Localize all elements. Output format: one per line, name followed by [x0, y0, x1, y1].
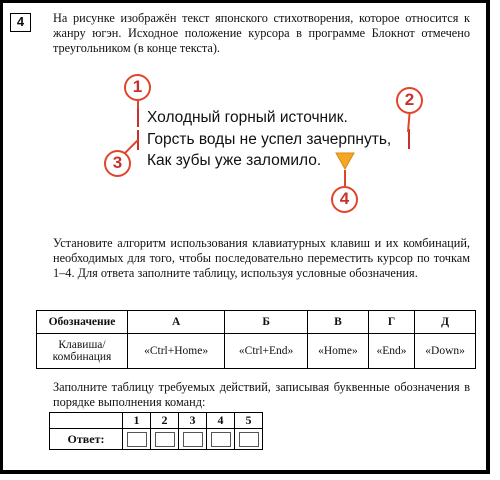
answer-table	[49, 412, 263, 450]
intro-text: На рисунке изображён текст японского стихотворения, которое относится к жанру югэн. Исходное положение курсора в программе Блокнот отмечено треугольником (в конце текста).	[53, 11, 470, 55]
key-table-header-label: Обозначение	[37, 311, 128, 334]
answer-cell-2[interactable]	[151, 429, 179, 450]
answer-step-2: 2	[151, 413, 179, 429]
poem-line-1: Холодный горный источник.	[147, 109, 348, 126]
leader-1	[137, 100, 139, 109]
answer-label: Ответ:	[50, 429, 123, 450]
answer-corner-cell	[50, 413, 123, 429]
key-table-key-a: «Ctrl+Home»	[128, 334, 225, 369]
callout-1: 1	[124, 74, 151, 101]
key-table-letter-g: Г	[368, 311, 414, 334]
key-table-key-d: «Down»	[415, 334, 476, 369]
answer-cell-1[interactable]	[123, 429, 151, 450]
callout-4: 4	[331, 186, 358, 213]
fill-instruction: Заполните таблицу требуемых действий, записывая буквенные обозначения в порядке выполнения команд:	[53, 380, 470, 409]
cursor-mark-2	[408, 129, 410, 149]
answer-cell-5[interactable]	[235, 429, 263, 450]
answer-step-1: 1	[123, 413, 151, 429]
key-table-letter-a: А	[128, 311, 225, 334]
cursor-triangle-icon	[335, 152, 355, 170]
instruction-text: Установите алгоритм использования клавиатурных клавиш и их комбинаций, необходимых для того, чтобы последовательно переместить курсор по точкам 1–4. Для ответа заполните таблицу, используя условные обозначения.	[53, 236, 470, 280]
callout-3: 3	[104, 150, 131, 177]
key-table-letter-d: Д	[415, 311, 476, 334]
key-table-key-v: «Home»	[308, 334, 369, 369]
key-table-key-g: «End»	[368, 334, 414, 369]
key-table-row-label: Клавиша/ комбинация	[37, 334, 128, 369]
answer-step-3: 3	[179, 413, 207, 429]
key-table-key-b: «Ctrl+End»	[225, 334, 308, 369]
key-table-letter-b: Б	[225, 311, 308, 334]
poem-line-2: Горсть воды не успел зачерпнуть,	[147, 131, 392, 148]
answer-cell-3[interactable]	[179, 429, 207, 450]
answer-cell-4[interactable]	[207, 429, 235, 450]
leader-4	[344, 170, 346, 186]
key-table-letter-v: В	[308, 311, 369, 334]
callout-2: 2	[396, 87, 423, 114]
answer-step-5: 5	[235, 413, 263, 429]
poem-line-3: Как зубы уже заломило.	[147, 152, 322, 169]
key-table	[36, 310, 476, 369]
task-number: 4	[10, 13, 31, 32]
answer-step-4: 4	[207, 413, 235, 429]
cursor-mark-1	[137, 107, 139, 127]
